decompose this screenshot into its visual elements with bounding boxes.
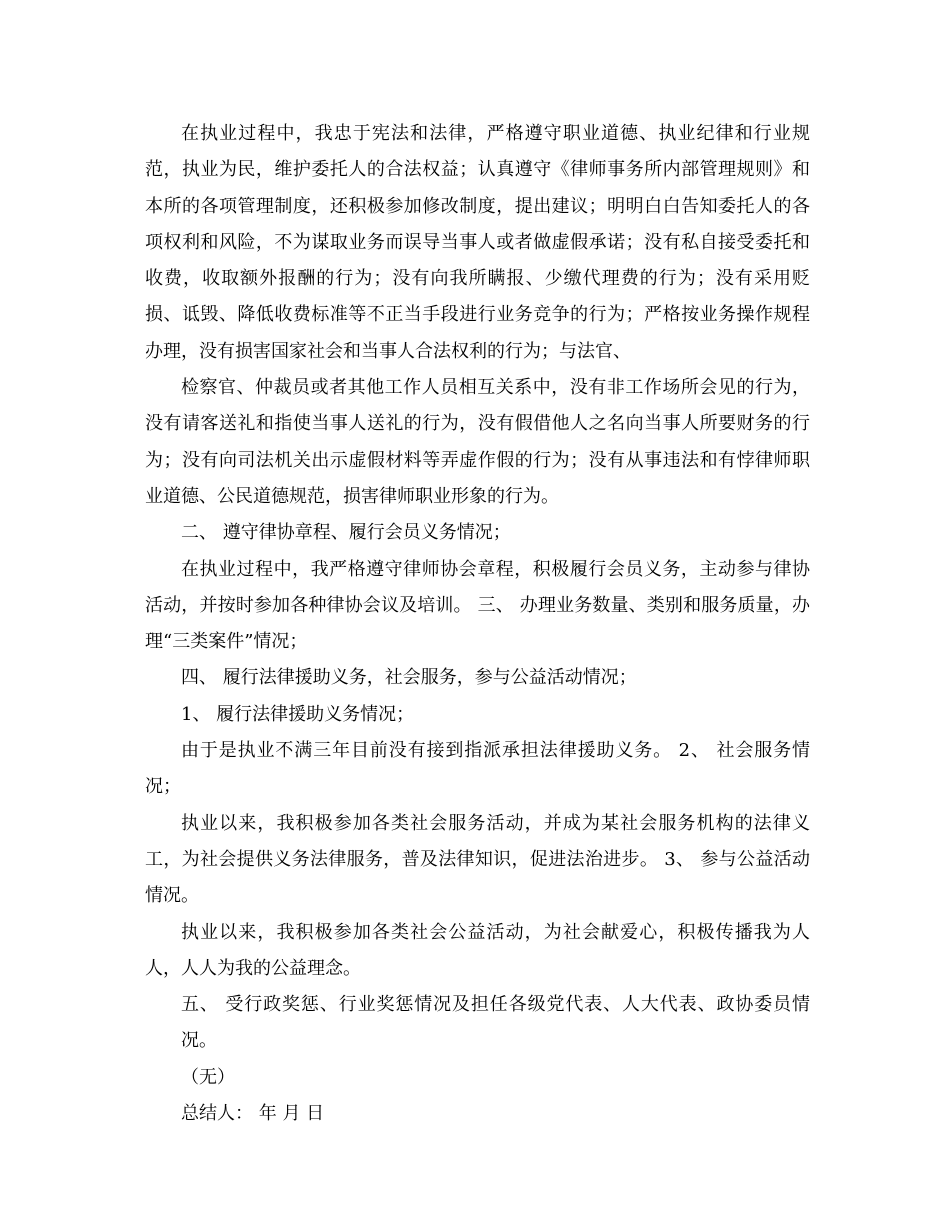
paragraph-public-welfare: 执业以来，我积极参加各类社会公益活动，为社会献爱心，积极传播我为人人，人人为我的公益理念。 [145,921,810,979]
paragraph-social-service: 执业以来，我积极参加各类社会服务活动，并成为某社会服务机构的法律义工，为社会提供义务法律服务，普及法律知识，促进法治进步。 3、 参与公益活动情况。 [145,812,810,907]
signature-line: 总结人： 年 月 日 [181,1103,325,1125]
section-heading-5: 五、 受行政奖惩、行业奖惩情况及担任各级党代表、人大代表、政协委员情况。 [181,994,810,1052]
paragraph-association-duties: 在执业过程中，我严格遵守律师协会章程，积极履行会员义务，主动参与律协活动，并按时参加各种律协会议及培训。 三、 办理业务数量、类别和服务质量，办理“三类案件”情况； [145,558,810,653]
section-heading-4: 四、 履行法律援助义务，社会服务，参与公益活动情况； [181,667,637,689]
document-body [145,116,810,1132]
paragraph-professional-conduct: 在执业过程中，我忠于宪法和法律，严格遵守职业道德、执业纪律和行业规范，执业为民，维护委托人的合法权益；认真遵守《律师事务所内部管理规则》和本所的各项管理制度，还积极参加修改制度，提出建议；明明白白告知委托人的各项权利和风险，不为谋取业务而误导当事人或者做虚假承诺；没有私自接受委托和收费，收取额外报酬的行为；没有向我所瞒报、少缴代理费的行为；没有采用贬损、诋毁、降低收费标准等不正当手段进行业务竞争的行为；严格按业务操作规程办理，没有损害国家社会和当事人合法权利的行为；与法官、 [145,123,810,362]
paragraph-legal-aid: 由于是执业不满三年目前没有接到指派承担法律援助义务。 2、 社会服务情况； [145,740,810,798]
section-heading-2: 二、 遵守律协章程、履行会员义务情况； [181,522,511,544]
paragraph-none: （无） [181,1066,235,1088]
paragraph-relations-with-officials: 检察官、仲裁员或者其他工作人员相互关系中，没有非工作场所会见的行为，没有请客送礼和指使当事人送礼的行为，没有假借他人之名向当事人所要财务的行为；没有向司法机关出示虚假材料等弄虚作假的行为；没有从事违法和有悖律师职业道德、公民道德规范，损害律师职业形象的行为。 [145,377,810,507]
subsection-heading-1: 1、 履行法律援助义务情况； [181,703,415,725]
